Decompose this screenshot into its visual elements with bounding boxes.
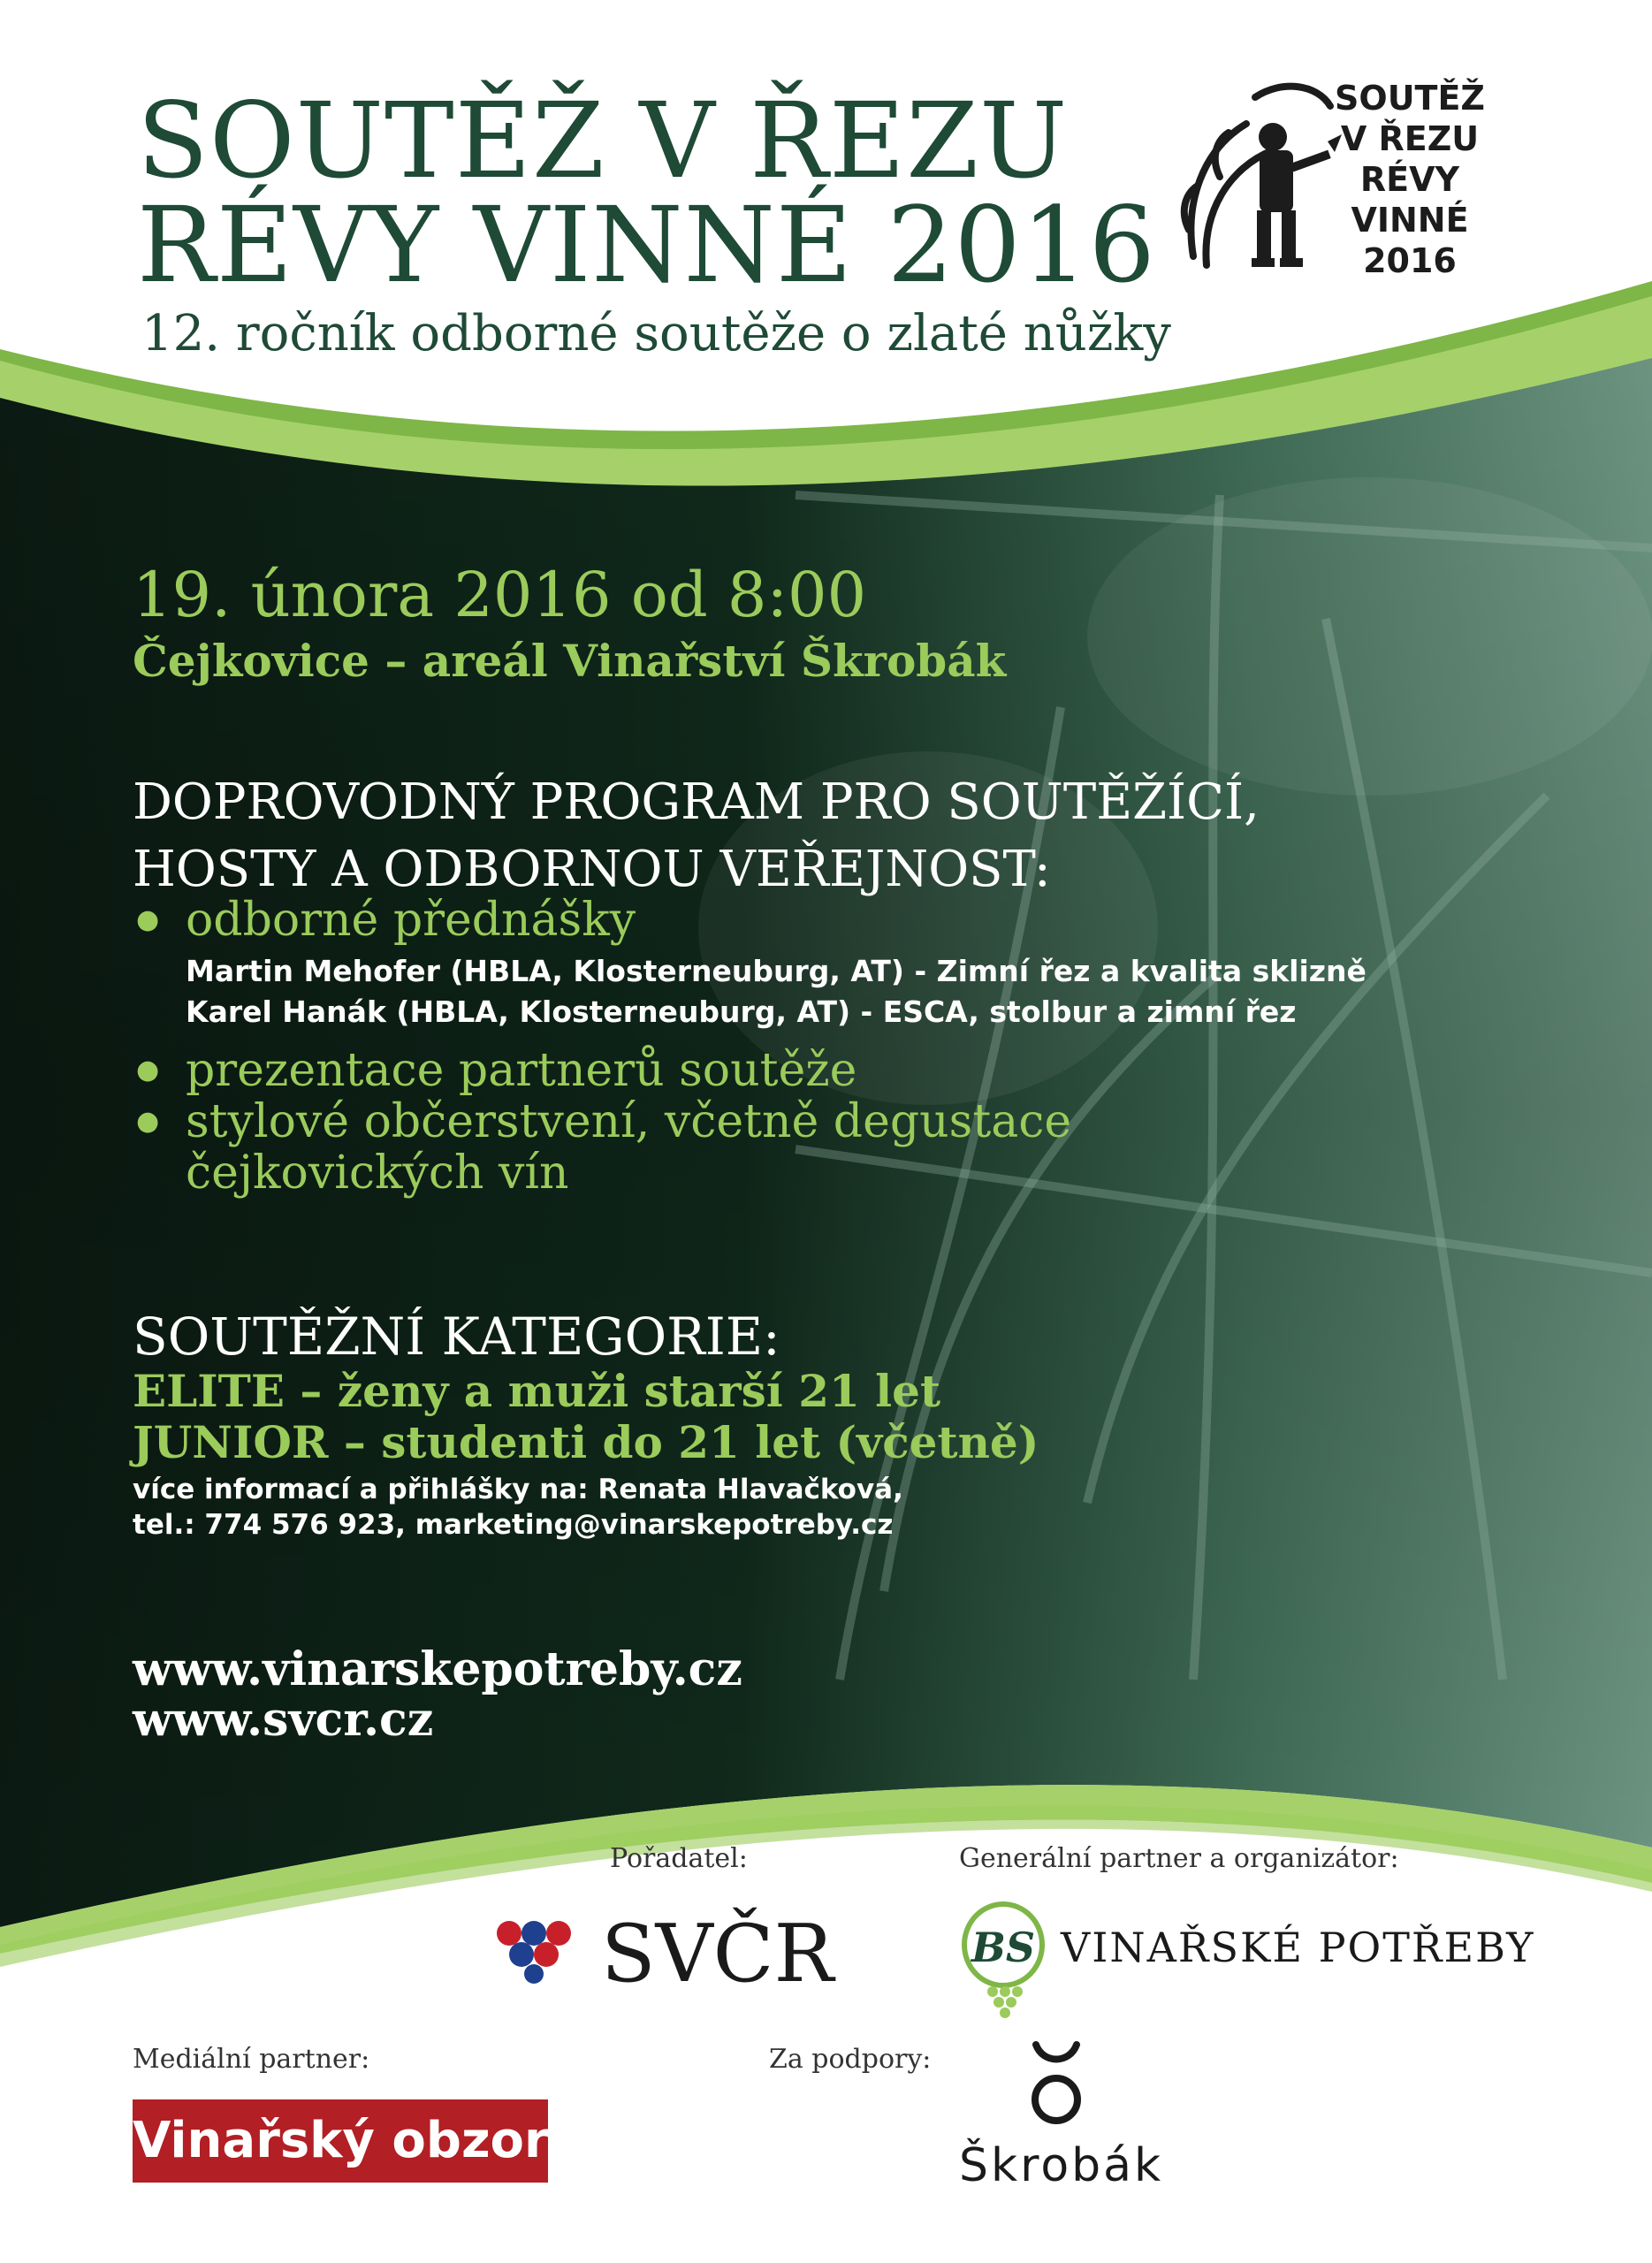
title-line-1: SOUTĚŽ V ŘEZU — [137, 80, 1069, 202]
program-heading-line-1: DOPROVODNÝ PROGRAM PRO SOUTĚŽÍCÍ, — [133, 773, 1260, 831]
talk-item: Karel Hanák (HBLA, Klosterneuburg, AT) - ESCA, stolbur a zimní řez — [186, 994, 1297, 1029]
category-elite: ELITE – ženy a muži starší 21 let — [133, 1365, 941, 1417]
vinarske-potreby-logo-icon — [959, 1896, 1047, 2020]
badge-line: V ŘEZU — [1340, 119, 1480, 158]
support-name: Škrobák — [959, 2139, 1164, 2192]
title-line-2: RÉVY VINNÉ 2016 — [137, 184, 1156, 306]
partner-label: Generální partner a organizátor: — [959, 1843, 1399, 1874]
program-item-label: prezentace partnerů soutěže — [186, 1044, 857, 1097]
partner-logo-letters: BS — [971, 1924, 1036, 1971]
page-title — [137, 80, 1156, 306]
program-item-label-line-1: ● stylové občerstvení, včetně degustace — [186, 1095, 1072, 1148]
program-item — [133, 1096, 1326, 1199]
media-partner-logo: Vinařský obzor — [133, 2099, 548, 2183]
program-item-label: odborné přednášky — [186, 894, 636, 947]
contact-line-2: tel.: 774 576 923, marketing@vinarskepotreby.cz — [133, 1509, 894, 1541]
category-junior: JUNIOR – studenti do 21 let (včetně) — [133, 1416, 1039, 1468]
program-item-label-line-2: čejkovických vín — [186, 1147, 569, 1200]
badge-text — [1335, 78, 1485, 281]
organizer-label: Pořadatel: — [610, 1843, 748, 1874]
subtitle: 12. ročník odborné soutěže o zlaté nůžky — [141, 305, 1171, 362]
badge-line: SOUTĚŽ — [1335, 79, 1485, 118]
program-heading — [133, 769, 1260, 903]
badge-line: 2016 — [1363, 241, 1457, 280]
svcr-logo-icon — [493, 1914, 582, 1985]
organizer-name: SVČR — [601, 1908, 834, 2000]
program-item — [133, 894, 1367, 1032]
skrobak-logo-icon — [1025, 2038, 1087, 2135]
media-partner-label: Mediální partner: — [133, 2044, 370, 2075]
event-place: Čejkovice – areál Vinařství Škrobák — [133, 635, 1007, 687]
event-date: 19. února 2016 od 8:00 — [133, 559, 867, 631]
categories-heading: SOUTĚŽNÍ KATEGORIE: — [133, 1307, 780, 1367]
program-item — [133, 1045, 1326, 1096]
program-list — [133, 894, 1367, 1200]
badge-line: RÉVY — [1359, 160, 1460, 199]
partner-name: VINAŘSKÉ POTŘEBY — [1061, 1924, 1535, 1971]
website-link[interactable]: www.svcr.cz — [133, 1693, 434, 1747]
program-heading-line-2: HOSTY A ODBORNOU VEŘEJNOST: — [133, 841, 1051, 898]
talk-item: Martin Mehofer (HBLA, Klosterneuburg, AT) - Zimní řez a kvalita sklizně — [186, 954, 1367, 988]
talks-list — [186, 951, 1367, 1032]
website-link[interactable]: www.vinarskepotreby.cz — [133, 1642, 742, 1696]
contact-line-1: více informací a přihlášky na: Renata Hlavačková, — [133, 1474, 903, 1505]
support-label: Za podpory: — [769, 2044, 932, 2075]
badge-line: VINNÉ — [1351, 201, 1469, 240]
